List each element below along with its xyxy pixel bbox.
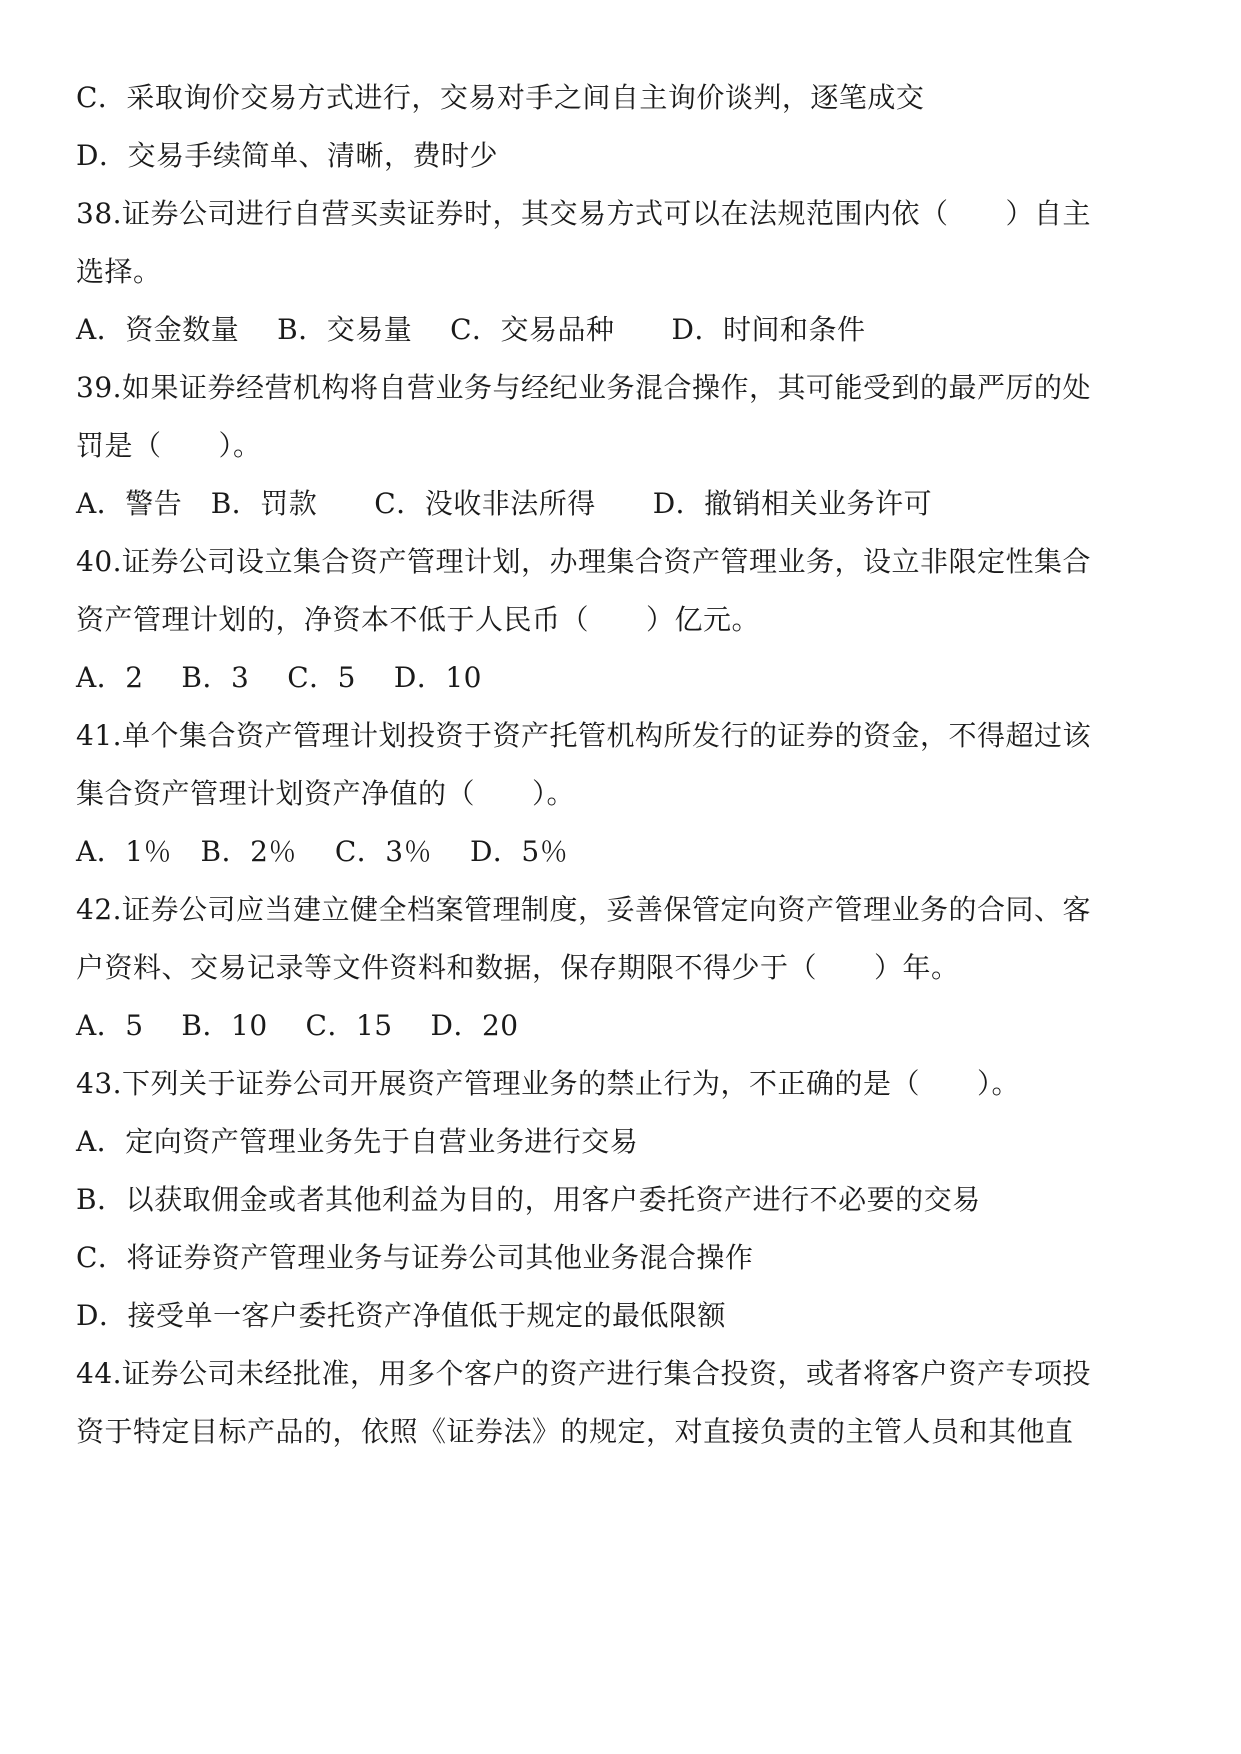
text-line: 罚是（ ）。 [76, 429, 262, 462]
question-39-line: 39.如果证券经营机构将自营业务与经纪业务混合操作，其可能受到的最严厉的处 [76, 371, 1092, 404]
text-line: 选择。 [76, 255, 162, 288]
options-line: A．警告 B．罚款 C．没收非法所得 D．撤销相关业务许可 [76, 487, 933, 520]
text-line: 资产管理计划的，净资本不低于人民币（ ）亿元。 [76, 603, 761, 636]
question-42-line: 42.证券公司应当建立健全档案管理制度，妥善保管定向资产管理业务的合同、客 [76, 893, 1092, 926]
question-43-line: 43.下列关于证券公司开展资产管理业务的禁止行为，不正确的是（ ）。 [76, 1067, 1021, 1100]
question-40-line: 40.证券公司设立集合资产管理计划，办理集合资产管理业务，设立非限定性集合 [76, 545, 1092, 578]
question-38-line: 38.证券公司进行自营买卖证券时，其交易方式可以在法规范围内依（ ）自主 [76, 197, 1092, 230]
options-line: C．将证券资产管理业务与证券公司其他业务混合操作 [76, 1241, 754, 1274]
options-line: A．定向资产管理业务先于自营业务进行交易 [76, 1125, 639, 1158]
text-line: C．采取询价交易方式进行，交易对手之间自主询价谈判，逐笔成交 [76, 81, 925, 114]
text-line: 资于特定目标产品的，依照《证券法》的规定，对直接负责的主管人员和其他直 [76, 1415, 1074, 1448]
text-line: 户资料、交易记录等文件资料和数据，保存期限不得少于（ ）年。 [76, 951, 960, 984]
options-line: A．资金数量 B．交易量 C．交易品种 D．时间和条件 [76, 313, 866, 346]
question-44-line: 44.证券公司未经批准，用多个客户的资产进行集合投资，或者将客户资产专项投 [76, 1357, 1092, 1390]
options-line: A．1％ B．2％ C．3％ D．5％ [76, 835, 569, 868]
options-line: A．2 B．3 C．5 D．10 [76, 661, 482, 694]
text-line: D．交易手续简单、清晰，费时少 [76, 139, 498, 172]
question-41-line: 41.单个集合资产管理计划投资于资产托管机构所发行的证券的资金，不得超过该 [76, 719, 1092, 752]
options-line: A．5 B．10 C．15 D．20 [76, 1009, 519, 1042]
text-line: 集合资产管理计划资产净值的（ ）。 [76, 777, 576, 810]
options-line: D．接受单一客户委托资产净值低于规定的最低限额 [76, 1299, 726, 1332]
options-line: B．以获取佣金或者其他利益为目的，用客户委托资产进行不必要的交易 [76, 1183, 981, 1216]
